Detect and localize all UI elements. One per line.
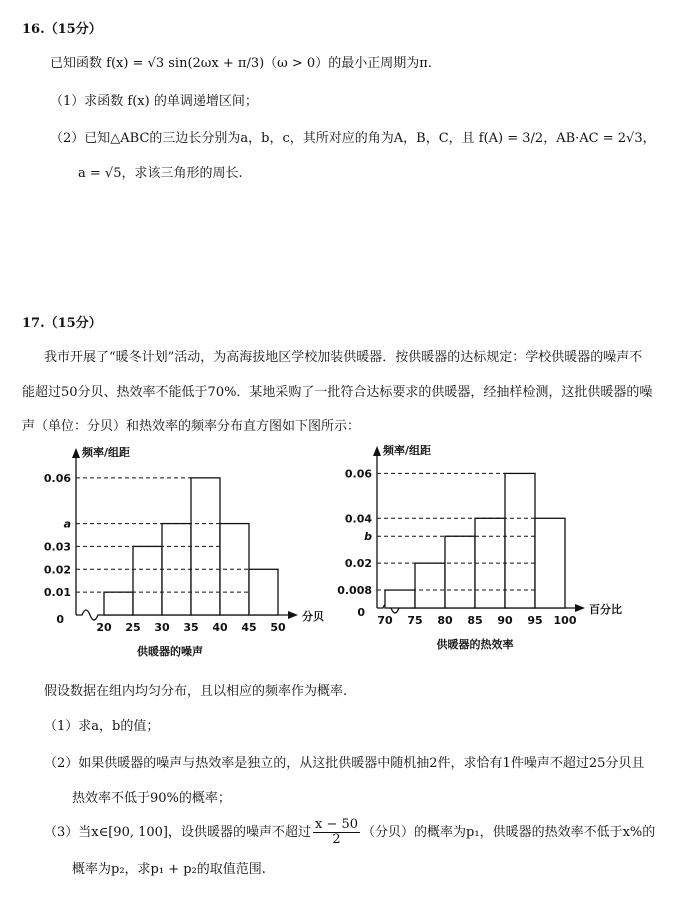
x-axis-arrow-icon: [288, 611, 298, 619]
y-tick-label: 0.04: [344, 512, 372, 526]
x-tick-label: 80: [437, 614, 453, 627]
histogram-bar: [385, 590, 415, 608]
histogram-bar: [535, 518, 565, 608]
q17-intro-line1: 我市开展了“暖冬计划”活动，为高海拔地区学校加装供暖器．按供暖器的达标规定：学校供暖器的噪声不: [44, 350, 643, 365]
x-tick-label: 20: [96, 621, 112, 634]
histogram-bar: [104, 592, 133, 615]
q17-part3-suffix: （分贝）的概率为p₁，供暖器的热效率不低于x%的: [362, 825, 656, 840]
origin-label: 0: [357, 606, 365, 619]
x-tick-label: 85: [467, 614, 483, 627]
chart-title: 供暖器的噪声: [137, 645, 203, 658]
histogram-bar: [249, 569, 278, 615]
x-tick-label: 75: [407, 614, 423, 627]
chart-title: 供暖器的热效率: [436, 638, 514, 651]
q17-part3-prefix: （3）当x∈[90, 100]，设供暖器的噪声不超过: [44, 825, 311, 840]
y-tick-label: 0.03: [43, 540, 71, 554]
q17-header: 17.（15分）: [22, 316, 102, 331]
x-tick-label: 25: [125, 621, 141, 634]
y-tick-label: 0.06: [344, 467, 372, 481]
q17-part3-line2: 概率为p₂，求p₁ + p₂的取值范围.: [72, 862, 266, 877]
x-axis-label: 分贝: [302, 610, 324, 623]
x-tick-label: 30: [154, 621, 170, 634]
q17-intro-line3: 声（单位：分贝）和热效率的频率分布直方图如下图所示：: [22, 419, 361, 434]
x-tick-label: 90: [497, 614, 513, 627]
q17-part3-line1: [44, 818, 655, 847]
q16-part2-line1: （2）已知△ABC的三边长分别为a，b，c，其所对应的角为A，B，C，且 f(A) = 3/2，AB·AC = 2√3，: [50, 131, 656, 146]
q17-part2-line2: 热效率不低于90%的概率；: [72, 791, 231, 806]
y-tick-label: 0.02: [43, 563, 71, 577]
x-tick-label: 95: [527, 614, 543, 627]
y-tick-label: 0.008: [337, 584, 372, 598]
y-axis-label: 频率/组距: [82, 446, 131, 459]
origin-label: 0: [56, 613, 64, 626]
y-tick-label: 0.01: [43, 586, 71, 600]
y-axis-arrow-icon: [72, 448, 80, 458]
histogram-bar: [415, 563, 445, 608]
y-axis-arrow-icon: [373, 446, 381, 456]
q16-part2-line2: a = √5，求该三角形的周长.: [78, 166, 243, 181]
x-tick-label: 40: [212, 621, 228, 634]
histogram-bar: [133, 546, 162, 615]
noise-histogram: [30, 440, 324, 665]
x-tick-label: 70: [377, 614, 393, 627]
x-tick-label: 45: [241, 621, 257, 634]
y-tick-label: 0.02: [344, 557, 372, 571]
fraction-numerator: x − 50: [315, 817, 359, 832]
q17-part3-fraction: [313, 818, 360, 847]
efficiency-histogram: [325, 438, 625, 663]
x-axis-arrow-icon: [575, 604, 585, 612]
histogram-bar: [505, 473, 535, 608]
q16-part1: （1）求函数 f(x) 的单调递增区间；: [50, 94, 258, 109]
q17-part2-line1: （2）如果供暖器的噪声与热效率是独立的，从这批供暖器中随机抽2件，求恰有1件噪声不超过25分贝且: [44, 756, 645, 771]
y-tick-label: b: [364, 530, 372, 544]
x-tick-label: 100: [553, 614, 577, 627]
histogram-bar: [445, 536, 475, 608]
x-tick-label: 35: [183, 621, 199, 634]
x-axis-label: 百分比: [589, 603, 622, 616]
x-tick-label: 50: [270, 621, 286, 634]
fraction-denominator: 2: [332, 832, 341, 847]
y-tick-label: a: [63, 517, 71, 531]
q17-intro-line2: 能超过50分贝、热效率不能低于70%．某地采购了一批符合达标要求的供暖器，经抽样检测，这批供暖器的噪: [22, 385, 653, 400]
q16-stem: 已知函数 f(x) = √3 sin(2ωx + π/3)（ω > 0）的最小正周期为π.: [50, 56, 432, 71]
y-tick-label: 0.06: [43, 471, 71, 485]
q17-assumption: 假设数据在组内均匀分布，且以相应的频率作为概率.: [44, 684, 348, 699]
q17-part1: （1）求a，b的值；: [44, 719, 160, 734]
y-axis-label: 频率/组距: [383, 444, 432, 457]
q16-header: 16.（15分）: [22, 22, 102, 37]
